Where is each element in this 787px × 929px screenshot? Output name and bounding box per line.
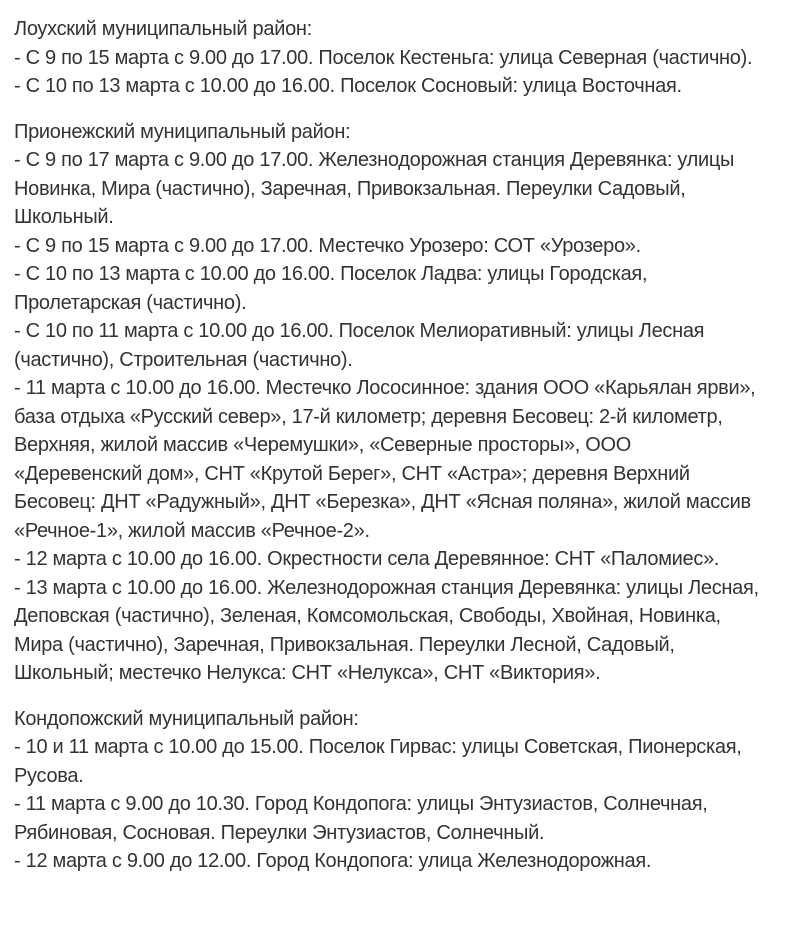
section-heading: Прионежский муниципальный район: (14, 120, 351, 143)
section-loukhsky-district (14, 15, 761, 101)
outage-item: - С 10 по 11 марта с 10.00 до 16.00. Поселок Мелиоративный: улицы Лесная (частично), Строительная (частично). (14, 320, 705, 371)
outage-item: - С 9 по 15 марта с 9.00 до 17.00. Поселок Кестеньга: улица Северная (частично). (14, 46, 753, 69)
outage-item: - 12 марта с 10.00 до 16.00. Окрестности села Деревянное: СНТ «Паломиес». (14, 548, 720, 570)
outage-item: - 10 и 11 марта с 10.00 до 15.00. Поселок Гирвас: улицы Советская, Пионерская, Русова. (14, 736, 742, 787)
outage-item: - 11 марта с 9.00 до 10.30. Город Кондопога: улицы Энтузиастов, Солнечная, Рябиновая, Сосновая. Переулки Энтузиастов, Солнечный. (14, 793, 708, 844)
outage-item: - 11 марта с 10.00 до 16.00. Местечко Лососинное: здания ООО «Карьялан ярви», база отдыха «Русский север», 17-й километр; деревня Бесовец: 2-й километр, Верхняя, жилой массив «Черемушки», «Северные просторы», ООО «Деревенский дом», СНТ «Крутой Берег», СНТ «Астра»; деревня Верхний Бесовец: ДНТ «Радужный», ДНТ «Березка», ДНТ «Ясная поляна», жилой массив «Речное-1», жилой массив «Речное-2». (14, 377, 756, 542)
outage-item: - С 9 по 15 марта с 9.00 до 17.00. Местечко Урозеро: СОТ «Урозеро». (14, 234, 641, 257)
section-prionezhsky-district (14, 118, 761, 688)
outage-item: - 12 марта с 9.00 до 12.00. Город Кондопога: улица Железнодорожная. (14, 850, 652, 872)
section-heading: Кондопожский муниципальный район: (14, 707, 359, 730)
outage-item: - С 9 по 17 марта с 9.00 до 17.00. Железнодорожная станция Деревянка: улицы Новинка, Мира (частично), Заречная, Привокзальная. Переулки Садовый, Школьный. (14, 149, 735, 228)
outage-item: - 13 марта с 10.00 до 16.00. Железнодорожная станция Деревянка: улицы Лесная, Деповская (частично), Зеленая, Комсомольская, Свободы, Хвойная, Новинка, Мира (частично), Заречная, Привокзальная. Переулки Лесной, Садовый, Школьный; местечко Нелукса: СНТ «Нелукса», СНТ «Виктория». (14, 576, 759, 684)
outage-item: - С 10 по 13 марта с 10.00 до 16.00. Поселок Ладва: улицы Городская, Пролетарская (частично). (14, 263, 648, 314)
outage-item: - С 10 по 13 марта с 10.00 до 16.00. Поселок Сосновый: улица Восточная. (14, 75, 682, 97)
section-heading: Лоухский муниципальный район: (14, 18, 312, 40)
section-kondopozhsky-district (14, 705, 761, 876)
